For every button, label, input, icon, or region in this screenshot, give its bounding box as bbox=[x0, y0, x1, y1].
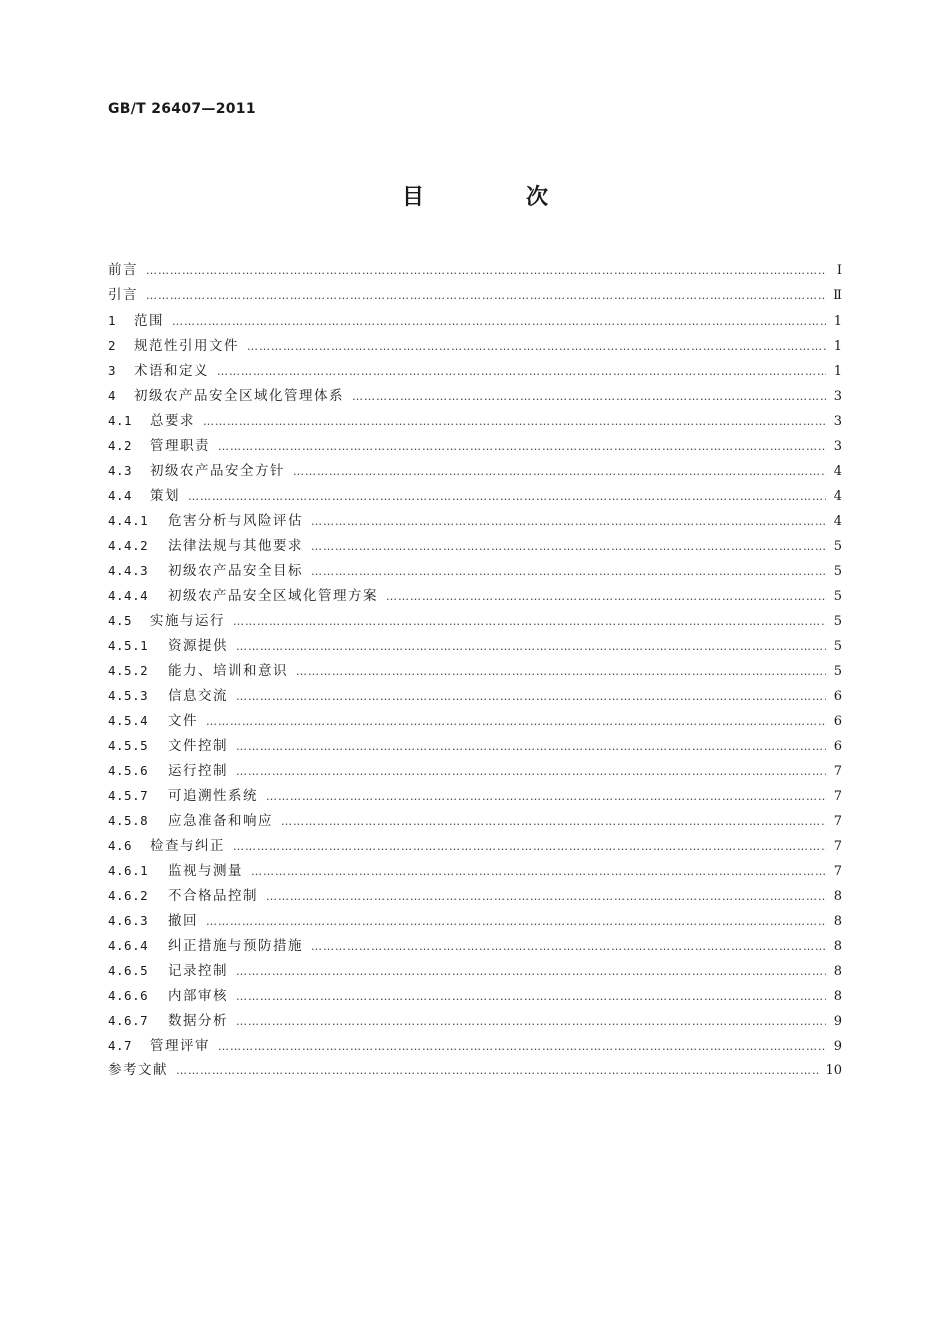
toc-entry[interactable] bbox=[108, 708, 842, 733]
toc-entry-page: Ⅱ bbox=[833, 288, 842, 303]
toc-entry-label: 检查与纠正 bbox=[150, 838, 225, 854]
toc-entry[interactable] bbox=[108, 483, 842, 508]
toc-entry-page: 7 bbox=[833, 789, 842, 804]
toc-entry-label: 范围 bbox=[134, 313, 164, 329]
toc-entry-number: 4.6.1 bbox=[108, 863, 149, 878]
toc-leader-dots bbox=[203, 409, 826, 434]
toc-entry[interactable] bbox=[108, 583, 842, 608]
toc-entry-number: 4.1 bbox=[108, 413, 133, 428]
toc-entry-page: 8 bbox=[833, 989, 842, 1004]
toc-entry-number: 4.3 bbox=[108, 463, 133, 478]
toc-entry-label: 信息交流 bbox=[168, 688, 228, 704]
toc-leader-dots bbox=[176, 1058, 819, 1083]
toc-entry-label: 初级农产品安全目标 bbox=[168, 563, 303, 579]
toc-entry-label: 资源提供 bbox=[168, 638, 228, 654]
toc-leader-dots bbox=[146, 283, 826, 308]
page-title: 目 次 bbox=[401, 185, 588, 210]
toc-entry-number: 4.7 bbox=[108, 1038, 133, 1053]
toc-entry[interactable] bbox=[108, 783, 842, 808]
toc-entry-label: 文件 bbox=[168, 713, 198, 729]
toc-entry-number: 4.5.7 bbox=[108, 788, 149, 803]
toc-entry-label: 引言 bbox=[108, 287, 138, 303]
toc-leader-dots bbox=[206, 709, 826, 734]
toc-entry[interactable] bbox=[108, 758, 842, 783]
toc-leader-dots bbox=[247, 334, 826, 359]
toc-entry-label: 监视与测量 bbox=[168, 863, 243, 879]
toc-leader-dots bbox=[311, 509, 826, 534]
toc-entry[interactable] bbox=[108, 433, 842, 458]
toc-entry-label: 策划 bbox=[150, 488, 180, 504]
toc-entry-label: 纠正措施与预防措施 bbox=[168, 938, 303, 954]
toc-entry-number: 4.5.1 bbox=[108, 638, 149, 653]
toc-leader-dots bbox=[293, 459, 826, 484]
toc-entry[interactable] bbox=[108, 733, 842, 758]
toc-entry[interactable] bbox=[108, 408, 842, 433]
toc-entry-page: 7 bbox=[833, 814, 842, 829]
toc-entry-number: 4.2 bbox=[108, 438, 133, 453]
toc-entry-label: 总要求 bbox=[150, 413, 195, 429]
toc-entry[interactable] bbox=[108, 383, 842, 408]
toc-entry-label: 应急准备和响应 bbox=[168, 813, 273, 829]
toc-entry-number: 4.5 bbox=[108, 613, 133, 628]
toc-entry-page: 3 bbox=[833, 439, 842, 454]
toc-entry[interactable] bbox=[108, 558, 842, 583]
toc-entry-page: 5 bbox=[833, 664, 842, 679]
toc-leader-dots bbox=[218, 1034, 826, 1059]
toc-entry-label: 文件控制 bbox=[168, 738, 228, 754]
toc-entry-number: 4.5.4 bbox=[108, 713, 149, 728]
toc-entry-label: 不合格品控制 bbox=[168, 888, 258, 904]
toc-leader-dots bbox=[218, 434, 826, 459]
toc-entry[interactable] bbox=[108, 258, 842, 283]
toc-entry-label: 术语和定义 bbox=[134, 363, 209, 379]
toc-entry-page: Ⅰ bbox=[836, 263, 842, 278]
toc-entry[interactable] bbox=[108, 858, 842, 883]
toc-entry-label: 实施与运行 bbox=[150, 613, 225, 629]
toc-leader-dots bbox=[146, 258, 826, 283]
toc-entry[interactable] bbox=[108, 508, 842, 533]
toc-entry-page: 5 bbox=[833, 614, 842, 629]
toc-leader-dots bbox=[188, 484, 826, 509]
toc-entry-label: 记录控制 bbox=[168, 963, 228, 979]
toc-entry-page: 7 bbox=[833, 864, 842, 879]
toc-entry[interactable] bbox=[108, 883, 842, 908]
toc-entry-number: 4.4.2 bbox=[108, 538, 149, 553]
toc-leader-dots bbox=[281, 809, 826, 834]
toc-entry-number: 4.4.3 bbox=[108, 563, 149, 578]
toc-entry-page: 3 bbox=[833, 414, 842, 429]
toc-leader-dots bbox=[236, 984, 826, 1009]
toc-entry-page: 5 bbox=[833, 539, 842, 554]
toc-entry[interactable] bbox=[108, 908, 842, 933]
toc-leader-dots bbox=[251, 859, 826, 884]
toc-entry[interactable] bbox=[108, 933, 842, 958]
toc-entry[interactable] bbox=[108, 333, 842, 358]
toc-entry-number: 4.6.3 bbox=[108, 913, 149, 928]
toc-leader-dots bbox=[206, 909, 826, 934]
toc-leader-dots bbox=[236, 684, 826, 709]
toc-entry-label: 运行控制 bbox=[168, 763, 228, 779]
toc-leader-dots bbox=[233, 609, 826, 634]
toc-entry-label: 可追溯性系统 bbox=[168, 788, 258, 804]
toc-entry-label: 管理职责 bbox=[150, 438, 210, 454]
toc-entry-label: 前言 bbox=[108, 262, 138, 278]
toc-entry-page: 7 bbox=[833, 764, 842, 779]
toc-entry-label: 撤回 bbox=[168, 913, 198, 929]
toc-entry-page: 3 bbox=[833, 389, 842, 404]
toc-leader-dots bbox=[236, 759, 826, 784]
toc-entry[interactable] bbox=[108, 658, 842, 683]
toc-entry-label: 初级农产品安全区域化管理体系 bbox=[134, 388, 344, 404]
table-of-contents bbox=[108, 258, 842, 1083]
toc-entry-label: 内部审核 bbox=[168, 988, 228, 1004]
toc-entry[interactable] bbox=[108, 608, 842, 633]
toc-entry-page: 4 bbox=[833, 489, 842, 504]
toc-entry-page: 6 bbox=[833, 689, 842, 704]
toc-entry-page: 8 bbox=[833, 889, 842, 904]
toc-entry-label: 管理评审 bbox=[150, 1038, 210, 1054]
toc-entry-page: 8 bbox=[833, 939, 842, 954]
toc-entry[interactable] bbox=[108, 358, 842, 383]
toc-leader-dots bbox=[236, 734, 826, 759]
toc-entry-page: 9 bbox=[833, 1014, 842, 1029]
toc-entry-number: 4.4.4 bbox=[108, 588, 149, 603]
toc-entry-number: 4.6.6 bbox=[108, 988, 149, 1003]
toc-entry-number: 4.6 bbox=[108, 838, 133, 853]
toc-entry-number: 3 bbox=[108, 363, 117, 378]
toc-entry-page: 9 bbox=[833, 1039, 842, 1054]
toc-entry-page: 5 bbox=[833, 589, 842, 604]
toc-entry[interactable] bbox=[108, 958, 842, 983]
toc-leader-dots bbox=[311, 934, 826, 959]
toc-entry-page: 5 bbox=[833, 639, 842, 654]
toc-entry-label: 数据分析 bbox=[168, 1013, 228, 1029]
toc-entry-number: 4.6.4 bbox=[108, 938, 149, 953]
toc-entry-number: 4.5.5 bbox=[108, 738, 149, 753]
toc-leader-dots bbox=[172, 309, 826, 334]
toc-entry-label: 规范性引用文件 bbox=[134, 338, 239, 354]
toc-entry-page: 1 bbox=[833, 339, 842, 354]
toc-entry-number: 1 bbox=[108, 313, 117, 328]
toc-leader-dots bbox=[386, 584, 826, 609]
toc-entry[interactable] bbox=[108, 458, 842, 483]
toc-entry-label: 初级农产品安全方针 bbox=[150, 463, 285, 479]
toc-entry[interactable] bbox=[108, 1008, 842, 1033]
toc-leader-dots bbox=[266, 884, 826, 909]
toc-entry-number: 4.5.6 bbox=[108, 763, 149, 778]
toc-leader-dots bbox=[236, 634, 826, 659]
toc-entry-page: 1 bbox=[833, 364, 842, 379]
toc-entry-page: 8 bbox=[833, 914, 842, 929]
toc-entry-page: 5 bbox=[833, 564, 842, 579]
toc-entry[interactable] bbox=[108, 1033, 842, 1058]
toc-entry-number: 4.5.8 bbox=[108, 813, 149, 828]
toc-entry[interactable] bbox=[108, 683, 842, 708]
toc-entry[interactable] bbox=[108, 283, 842, 308]
toc-entry-page: 7 bbox=[833, 839, 842, 854]
toc-entry-number: 4.5.2 bbox=[108, 663, 149, 678]
toc-leader-dots bbox=[266, 784, 826, 809]
toc-leader-dots bbox=[217, 359, 826, 384]
toc-entry-label: 参考文献 bbox=[108, 1062, 168, 1078]
toc-leader-dots bbox=[311, 534, 826, 559]
toc-entry-number: 4.4.1 bbox=[108, 513, 149, 528]
toc-entry-page: 6 bbox=[833, 739, 842, 754]
toc-entry-number: 4.6.5 bbox=[108, 963, 149, 978]
toc-entry-page: 1 bbox=[833, 314, 842, 329]
toc-leader-dots bbox=[233, 834, 826, 859]
toc-entry[interactable] bbox=[108, 533, 842, 558]
toc-entry-number: 4.6.7 bbox=[108, 1013, 149, 1028]
toc-entry-label: 初级农产品安全区域化管理方案 bbox=[168, 588, 378, 604]
toc-entry-label: 能力、培训和意识 bbox=[168, 663, 288, 679]
toc-entry-page: 8 bbox=[833, 964, 842, 979]
toc-entry[interactable] bbox=[108, 833, 842, 858]
toc-leader-dots bbox=[296, 659, 826, 684]
toc-entry-number: 4 bbox=[108, 388, 117, 403]
toc-leader-dots bbox=[311, 559, 826, 584]
toc-entry-page: 4 bbox=[833, 514, 842, 529]
toc-entry-page: 6 bbox=[833, 714, 842, 729]
toc-leader-dots bbox=[236, 1009, 826, 1034]
toc-entry-number: 4.5.3 bbox=[108, 688, 149, 703]
toc-entry[interactable] bbox=[108, 808, 842, 833]
toc-leader-dots bbox=[352, 384, 826, 409]
toc-entry[interactable] bbox=[108, 633, 842, 658]
toc-entry-page: 4 bbox=[833, 464, 842, 479]
toc-entry-number: 2 bbox=[108, 338, 117, 353]
standard-code: GB/T 26407—2011 bbox=[108, 101, 256, 117]
toc-entry-page: 10 bbox=[825, 1063, 842, 1078]
toc-entry-number: 4.6.2 bbox=[108, 888, 149, 903]
toc-leader-dots bbox=[236, 959, 826, 984]
toc-entry[interactable] bbox=[108, 308, 842, 333]
toc-entry[interactable] bbox=[108, 983, 842, 1008]
toc-entry[interactable] bbox=[108, 1058, 842, 1083]
toc-entry-label: 法律法规与其他要求 bbox=[168, 538, 303, 554]
toc-entry-label: 危害分析与风险评估 bbox=[168, 513, 303, 529]
toc-entry-number: 4.4 bbox=[108, 488, 133, 503]
